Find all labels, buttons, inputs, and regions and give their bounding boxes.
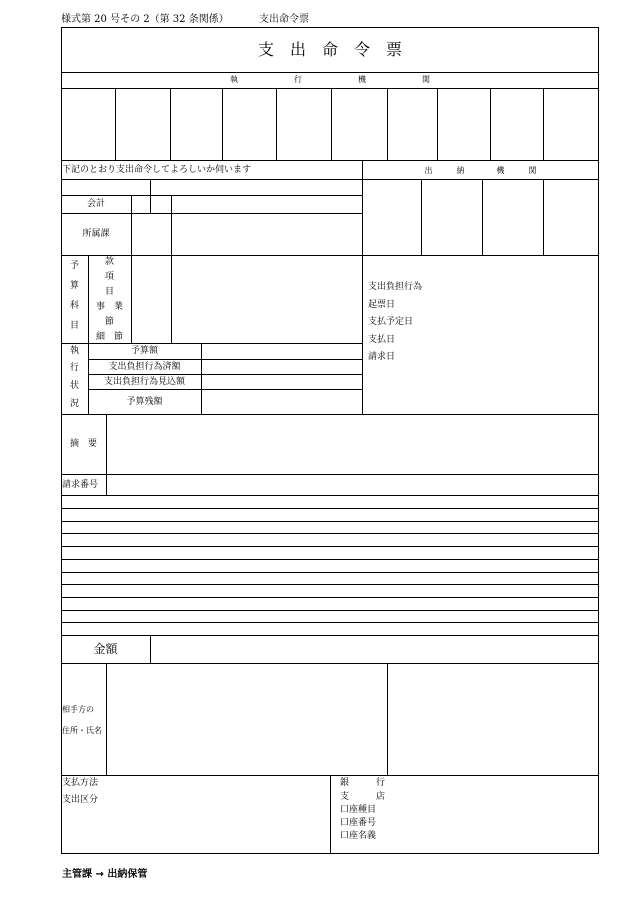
payee-label-line1: 相手方の: [62, 705, 94, 714]
execution-side-char-4: 況: [69, 399, 79, 409]
form-name: 支出命令票: [259, 14, 309, 25]
page-title: 支 出 命 令 票: [257, 40, 402, 59]
routing-note: 主管課 → 出納保管: [62, 869, 148, 880]
account-type-label: 口座種目: [340, 805, 377, 815]
account-label: 会計: [86, 199, 105, 209]
execution-side-char-3: 状: [69, 381, 79, 391]
budget-amount-label: 予算額: [130, 346, 158, 356]
request-text: 下記のとおり支出命令してよろしいか伺います: [62, 165, 252, 175]
budget-item-setsu: 節: [104, 317, 114, 327]
budget-item-kou: 項: [104, 272, 114, 282]
budget-item-jigyou: 事 業: [95, 302, 123, 312]
committed-amount-label: 支出負担行為済額: [108, 362, 181, 372]
amount-label: 金額: [93, 642, 118, 656]
request-number-label: 請求番号: [62, 480, 99, 490]
summary-label: 摘 要: [69, 439, 97, 449]
form-number: 様式第 20 号その 2（第 32 条関係）: [61, 14, 229, 25]
request-date-label: 請求日: [368, 352, 396, 362]
bank-label: 銀 行: [340, 778, 386, 788]
projected-commitment-label: 支出負担行為見込額: [103, 377, 185, 387]
payment-date-label: 支払日: [368, 335, 396, 345]
payee-label-line2: 住所・氏名: [62, 726, 102, 735]
account-number-label: 口座番号: [340, 818, 377, 828]
planned-payment-date-label: 支払予定日: [368, 317, 414, 327]
drafted-date-label: 起票日: [368, 300, 396, 310]
form-outer-border: [62, 28, 599, 854]
budget-item-moku: 目: [104, 287, 114, 297]
budget-side-char-1: 予: [69, 261, 79, 271]
execution-side-char-1: 執: [69, 346, 79, 356]
branch-label: 支 店: [340, 792, 386, 802]
execution-side-char-2: 行: [69, 363, 79, 373]
department-label: 所属課: [82, 229, 110, 239]
commitment-act-label: 支出負担行為: [368, 282, 423, 292]
budget-item-saisetsu: 細 節: [95, 332, 123, 342]
budget-remaining-label: 予算残額: [126, 397, 163, 407]
payment-method-label: 支払方法: [62, 778, 99, 788]
payment-category-label: 支出区分: [62, 795, 99, 805]
budget-side-char-2: 算: [69, 281, 79, 291]
budget-side-char-3: 科: [69, 301, 79, 311]
budget-side-char-4: 目: [69, 321, 79, 331]
budget-item-kan: 款: [104, 257, 114, 267]
executing-agency-label: 執 行 機 関: [230, 75, 430, 84]
account-holder-label: 口座名義: [340, 831, 377, 841]
cashier-agency-label: 出 納 機 関: [424, 166, 537, 175]
